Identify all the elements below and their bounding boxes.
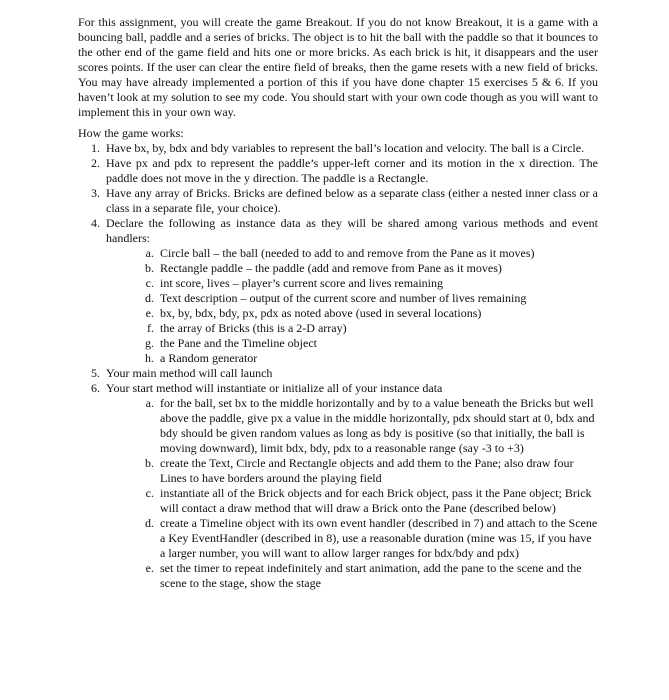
how-the-game-works-section [78, 126, 598, 591]
intro-paragraph: For this assignment, you will create the game Breakout. If you do not know Breakout, it is a game with a bouncing ball, paddle and a series of bricks. The object is to hit the ball with the paddle so that it bounces to the other end of the game field and hits one or more bricks. As each brick is hit, it disappears and the user scores points. If the user can clear the entire field of breaks, then the game resets with a new field of bricks. You may have already implemented a portion of this if you have done chapter 15 exercises 5 & 6. If you haven’t look at my solution to see my code. You should start with your own code though as you will want to implement this in your own way. [78, 15, 598, 119]
list-item-1 [78, 141, 598, 156]
list-item-4-body [106, 216, 598, 366]
sub-letter: g. [145, 336, 154, 350]
list-number: 3. [91, 186, 100, 200]
sub-text: int score, lives – player’s current score and lives remaining [160, 276, 444, 290]
list-number: 4. [91, 216, 100, 230]
list-text: Have any array of Bricks. Bricks are defined below as a separate class (either a nested inner class or a class in a separate file, your choice). [106, 186, 598, 215]
sub-text: bx, by, bdx, bdy, px, pdx as noted above (used in several locations) [160, 306, 482, 320]
list-text: Your main method will call launch [106, 366, 273, 380]
list-number: 6. [91, 381, 100, 395]
sub-text: instantiate all of the Brick objects and for each Brick object, pass it the Pane object; Brick will contact a draw method that will draw a Brick onto the Pane (described below) [160, 486, 592, 515]
sub-item [106, 246, 598, 261]
sub-item [106, 291, 598, 306]
list-item-6 [78, 381, 598, 591]
sub-letter: h. [145, 351, 154, 365]
sub-item [106, 306, 598, 321]
sub-list-6 [106, 396, 598, 591]
sub-text: create a Timeline object with its own event handler (described in 7) and attach to the Scene a Key EventHandler (described in 8), use a reasonable duration (mine was 15, if you have a larger number, you will want to allow larger ranges for bdx/bdy and pdx) [160, 516, 598, 560]
sub-letter: d. [145, 516, 154, 530]
sub-item [106, 516, 598, 561]
sub-item [106, 486, 598, 516]
sub-text: Text description – output of the current score and number of lives remaining [160, 291, 527, 305]
sub-text: Rectangle paddle – the paddle (add and remove from Pane as it moves) [160, 261, 502, 275]
list-number: 5. [91, 366, 100, 380]
sub-letter: a. [145, 246, 154, 260]
sub-letter: f. [147, 321, 154, 335]
sub-item [106, 261, 598, 276]
sub-text: the array of Bricks (this is a 2-D array) [160, 321, 347, 335]
numbered-list [78, 141, 598, 591]
sub-letter: b. [145, 456, 154, 470]
list-item-4 [78, 216, 598, 366]
sub-text: a Random generator [160, 351, 258, 365]
sub-text: for the ball, set bx to the middle horizontally and by to a value beneath the Bricks but well above the paddle, give px a value in the middle horizontally, pdx should start at 0, bdx and bdy should be given random values as long as bdy is positive (so that initially, the ball is moving downward), limit bdx, bdy, pdx to a reasonable range (say -3 to +3) [160, 396, 595, 455]
list-item-5 [78, 366, 598, 381]
list-item-6-body [106, 381, 598, 591]
sub-item [106, 351, 598, 366]
sub-text: Circle ball – the ball (needed to add to and remove from the Pane as it moves) [160, 246, 535, 260]
sub-text: create the Text, Circle and Rectangle objects and add them to the Pane; also draw four Lines to have borders around the playing field [160, 456, 574, 485]
sub-letter: e. [145, 306, 154, 320]
sub-item [106, 456, 598, 486]
sub-item [106, 396, 598, 456]
sub-letter: c. [145, 486, 154, 500]
sub-list-4 [106, 246, 598, 366]
list-text: Have px and pdx to represent the paddle’s upper-left corner and its motion in the x direction. The paddle does not move in the y direction. The paddle is a Rectangle. [106, 156, 598, 185]
sub-letter: e. [145, 561, 154, 575]
sub-letter: a. [145, 396, 154, 410]
sub-item [106, 321, 598, 336]
section-heading: How the game works: [78, 126, 184, 140]
sub-letter: d. [145, 291, 154, 305]
list-text: Have bx, by, bdx and bdy variables to represent the ball’s location and velocity. The ball is a Circle. [106, 141, 585, 155]
sub-item [106, 336, 598, 351]
sub-letter: b. [145, 261, 154, 275]
list-item-2 [78, 156, 598, 186]
list-text: Declare the following as instance data as they will be shared among various methods and event handlers: [106, 216, 598, 245]
sub-text: the Pane and the Timeline object [160, 336, 317, 350]
sub-item [106, 276, 598, 291]
list-number: 2. [91, 156, 100, 170]
sub-item [106, 561, 598, 591]
list-number: 1. [91, 141, 100, 155]
list-text: Your start method will instantiate or initialize all of your instance data [106, 381, 443, 395]
sub-letter: c. [145, 276, 154, 290]
sub-text: set the timer to repeat indefinitely and start animation, add the pane to the scene and the scene to the stage, show the stage [160, 561, 582, 590]
list-item-3 [78, 186, 598, 216]
